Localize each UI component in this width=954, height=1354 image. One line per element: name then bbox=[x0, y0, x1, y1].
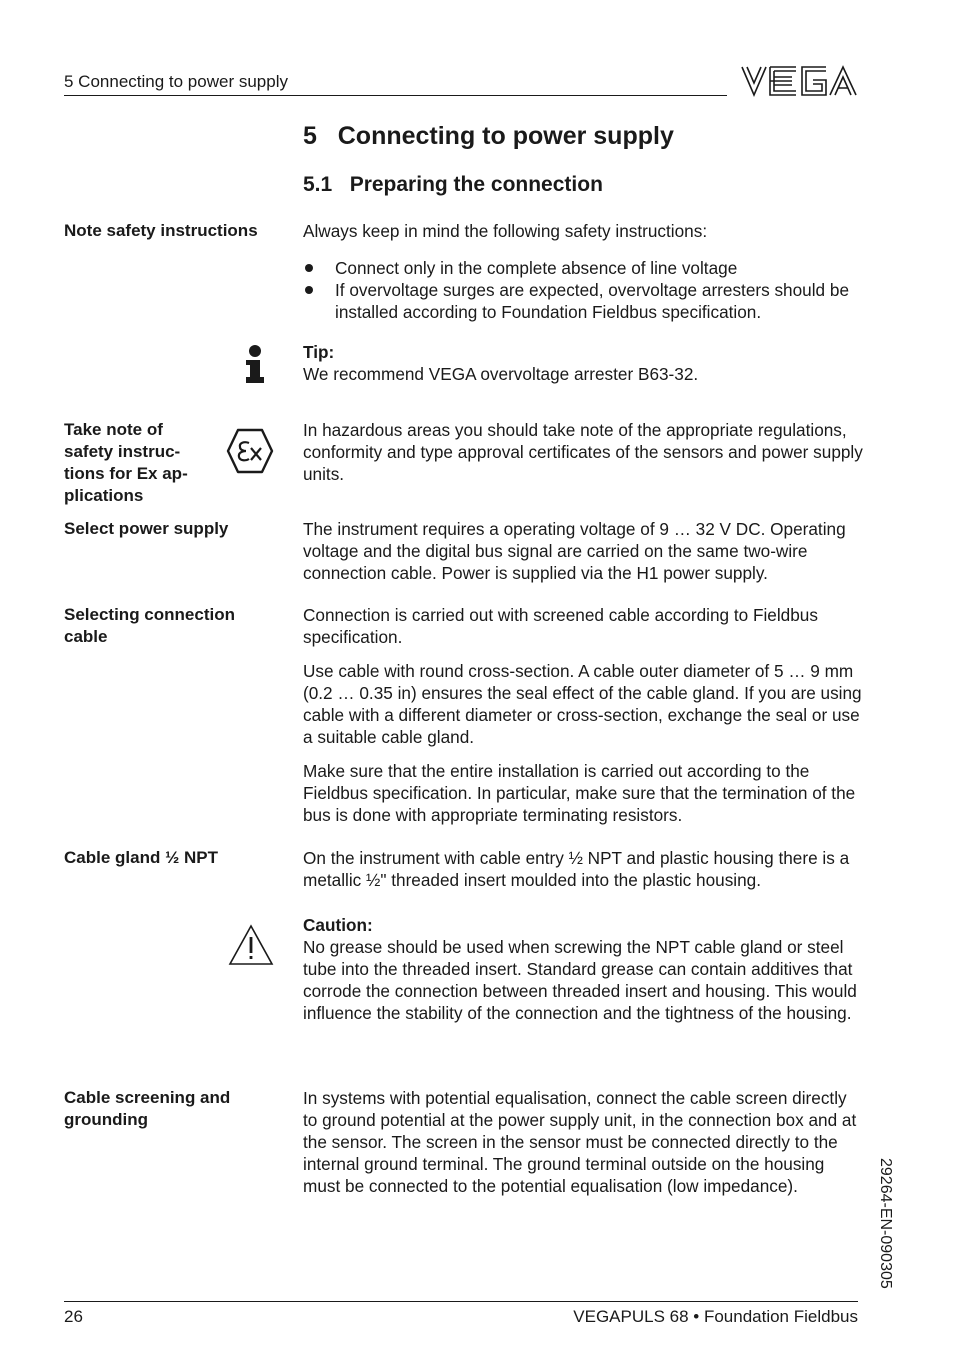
ex-text: In hazardous areas you should take note of the appropriate regulations, conformity and type approval certificates of the sensors and power supply units. bbox=[303, 420, 863, 484]
safety-block bbox=[303, 220, 863, 323]
info-icon bbox=[243, 344, 267, 384]
safety-intro: Always keep in mind the following safety instructions: bbox=[303, 221, 708, 241]
label-line: Take note of bbox=[64, 420, 163, 439]
cable-paragraph-3: Make sure that the entire installation is carried out according to the Fieldbus specification. In particular, make sure that the termination of the bus is done with appropriate terminating resistors. bbox=[303, 761, 856, 825]
tip-title: Tip: bbox=[303, 342, 335, 362]
cable-block bbox=[303, 604, 863, 826]
chapter-title: 5 Connecting to power supply bbox=[303, 122, 674, 150]
side-label-power: Select power supply bbox=[64, 519, 229, 538]
label-line: plications bbox=[64, 486, 144, 505]
tip-text: We recommend VEGA overvoltage arrester B63-32. bbox=[303, 364, 699, 384]
vega-logo bbox=[740, 64, 858, 98]
caution-block bbox=[303, 914, 863, 1024]
power-text: The instrument requires a operating voltage of 9 … 32 V DC. Operating voltage and the digital bus signal are carried on the same two-wire connection cable. Power is supplied via the H1 power supply. bbox=[303, 519, 846, 583]
safety-bullet-list bbox=[303, 257, 863, 323]
side-label-cable bbox=[64, 604, 279, 648]
side-label-gland: Cable gland ½ NPT bbox=[64, 848, 218, 867]
label-line: grounding bbox=[64, 1110, 149, 1129]
label-line: Selecting connection bbox=[64, 605, 235, 624]
cable-paragraph-2: Use cable with round cross-section. A cable outer diameter of 5 … 9 mm (0.2 … 0.35 in) ensures the seal effect of the cable gland. If you are using cable with a different diameter or cross-section, exchange the seal or use a suitable cable gland. bbox=[303, 661, 862, 747]
tip-block bbox=[303, 341, 863, 385]
label-line: cable bbox=[64, 627, 108, 646]
caution-title: Caution: bbox=[303, 915, 373, 935]
list-item: Connect only in the complete absence of line voltage bbox=[303, 257, 863, 279]
label-line: safety instruc- bbox=[64, 442, 181, 461]
page-number: 26 bbox=[64, 1307, 83, 1326]
document-id: 29264-EN-090305 bbox=[877, 1158, 894, 1289]
footer-title: VEGAPULS 68 • Foundation Fieldbus bbox=[573, 1307, 858, 1326]
side-label-ex bbox=[64, 419, 214, 507]
label-line: tions for Ex ap- bbox=[64, 464, 188, 483]
screening-text: In systems with potential equalisation, connect the cable screen directly to ground potential at the power supply unit, in the connection box and at the sensor. The screen in the sensor must be connected directly to the internal ground terminal. The ground terminal outside on the housing must be connected to the potential equalisation (low impedance). bbox=[303, 1088, 857, 1196]
caution-text: No grease should be used when screwing the NPT cable gland or steel tube into the threaded insert. Standard grease can contain additives that corrode the connection between threaded insert and housing. This would influence the stability of the connection and the tightness of the housing. bbox=[303, 937, 857, 1023]
side-label-screening bbox=[64, 1087, 279, 1131]
footer-rule bbox=[64, 1301, 858, 1302]
label-line: Cable screening and bbox=[64, 1088, 231, 1107]
cable-paragraph-1: Connection is carried out with screened cable according to Fieldbus specification. bbox=[303, 605, 818, 647]
gland-text: On the instrument with cable entry ½ NPT and plastic housing there is a metallic ½" threaded insert moulded into the plastic housing. bbox=[303, 848, 850, 890]
warning-icon bbox=[228, 924, 274, 966]
running-header: 5 Connecting to power supply bbox=[64, 72, 288, 91]
ex-icon bbox=[226, 428, 274, 474]
side-label-safety: Note safety instructions bbox=[64, 221, 258, 240]
header-rule bbox=[64, 95, 727, 96]
section-title: 5.1 Preparing the connection bbox=[303, 173, 603, 196]
list-item: If overvoltage surges are expected, overvoltage arresters should be installed according to Foundation Fieldbus specification. bbox=[303, 279, 863, 323]
